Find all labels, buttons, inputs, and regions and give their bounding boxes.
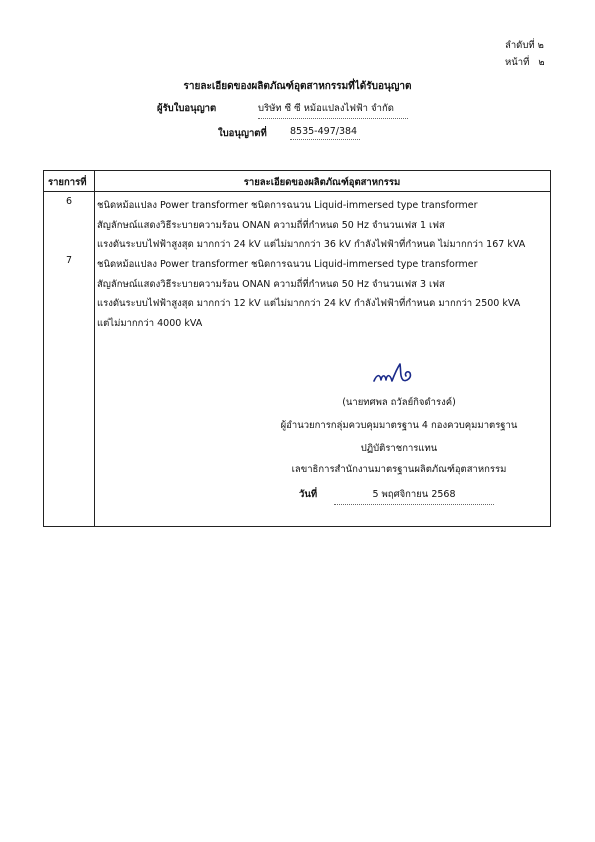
table-row bbox=[97, 196, 525, 255]
licensee-value: บริษัท ซี ซี หม้อแปลงไฟฟ้า จำกัด bbox=[258, 101, 408, 119]
acting-on-behalf: ปฏิบัติราชการแทน bbox=[360, 443, 438, 454]
page-number: ๒ bbox=[538, 57, 545, 68]
row-detail-line: สัญลักษณ์แสดงวิธีระบายความร้อน ONAN ความถี่ที่กำหนด 50 Hz จำนวนเฟส 1 เฟส bbox=[97, 219, 445, 231]
table-row bbox=[97, 255, 520, 333]
row-detail-line: ชนิดหม้อแปลง Power transformer ชนิดการฉนวน Liquid-immersed type transformer bbox=[97, 200, 478, 211]
page-label: หน้าที่ bbox=[505, 57, 530, 68]
page-title: รายละเอียดของผลิตภัณฑ์อุตสาหกรรมที่ได้รับอนุญาต bbox=[183, 81, 412, 92]
order-number: ลำดับที่ ๒ bbox=[505, 40, 544, 51]
column-header-details: รายละเอียดของผลิตภัณฑ์อุตสาหกรรม bbox=[243, 177, 401, 188]
column-header-item-no: รายการที่ bbox=[48, 177, 87, 188]
date-label: วันที่ bbox=[299, 489, 318, 500]
row-number: 6 bbox=[65, 196, 73, 207]
table-header-divider bbox=[44, 191, 550, 192]
table-column-divider bbox=[94, 171, 95, 526]
issue-date: 5 พฤศจิกายน 2568 bbox=[334, 487, 494, 505]
row-detail-line: แรงดันระบบไฟฟ้าสูงสุด มากกว่า 12 kV แต่ไม่มากกว่า 24 kV กำลังไฟฟ้าที่กำหนด มากกว่า 2500 kVA bbox=[97, 298, 521, 309]
row-detail-line: แรงดันระบบไฟฟ้าสูงสุด มากกว่า 24 kV แต่ไม่มากกว่า 36 kV กำลังไฟฟ้าที่กำหนด ไม่มากกว่า 167 kVA bbox=[97, 239, 526, 250]
signatory-name: (นายทศพล ถวัลย์กิจดำรงค์) bbox=[342, 397, 456, 408]
row-number: 7 bbox=[65, 255, 73, 266]
page-number-line bbox=[505, 55, 545, 70]
licensee-label: ผู้รับใบอนุญาต bbox=[157, 103, 217, 114]
row-detail-line: สัญลักษณ์แสดงวิธีระบายความร้อน ONAN ความถี่ที่กำหนด 50 Hz จำนวนเฟส 3 เฟส bbox=[97, 278, 445, 290]
license-label: ใบอนุญาตที่ bbox=[218, 128, 267, 139]
signatory-position: ผู้อำนวยการกลุ่มควบคุมมาตรฐาน 4 กองควบคุมมาตรฐาน bbox=[280, 420, 518, 431]
row-detail-line: แต่ไม่มากกว่า 4000 kVA bbox=[97, 317, 203, 329]
product-details-table bbox=[43, 170, 551, 527]
row-detail-line: ชนิดหม้อแปลง Power transformer ชนิดการฉนวน Liquid-immersed type transformer bbox=[97, 259, 478, 270]
license-number: 8535-497/384 bbox=[290, 126, 360, 140]
handwritten-signature bbox=[371, 361, 421, 389]
secretary-general-title: เลขาธิการสำนักงานมาตรฐานผลิตภัณฑ์อุตสาหกรรม bbox=[291, 464, 507, 475]
